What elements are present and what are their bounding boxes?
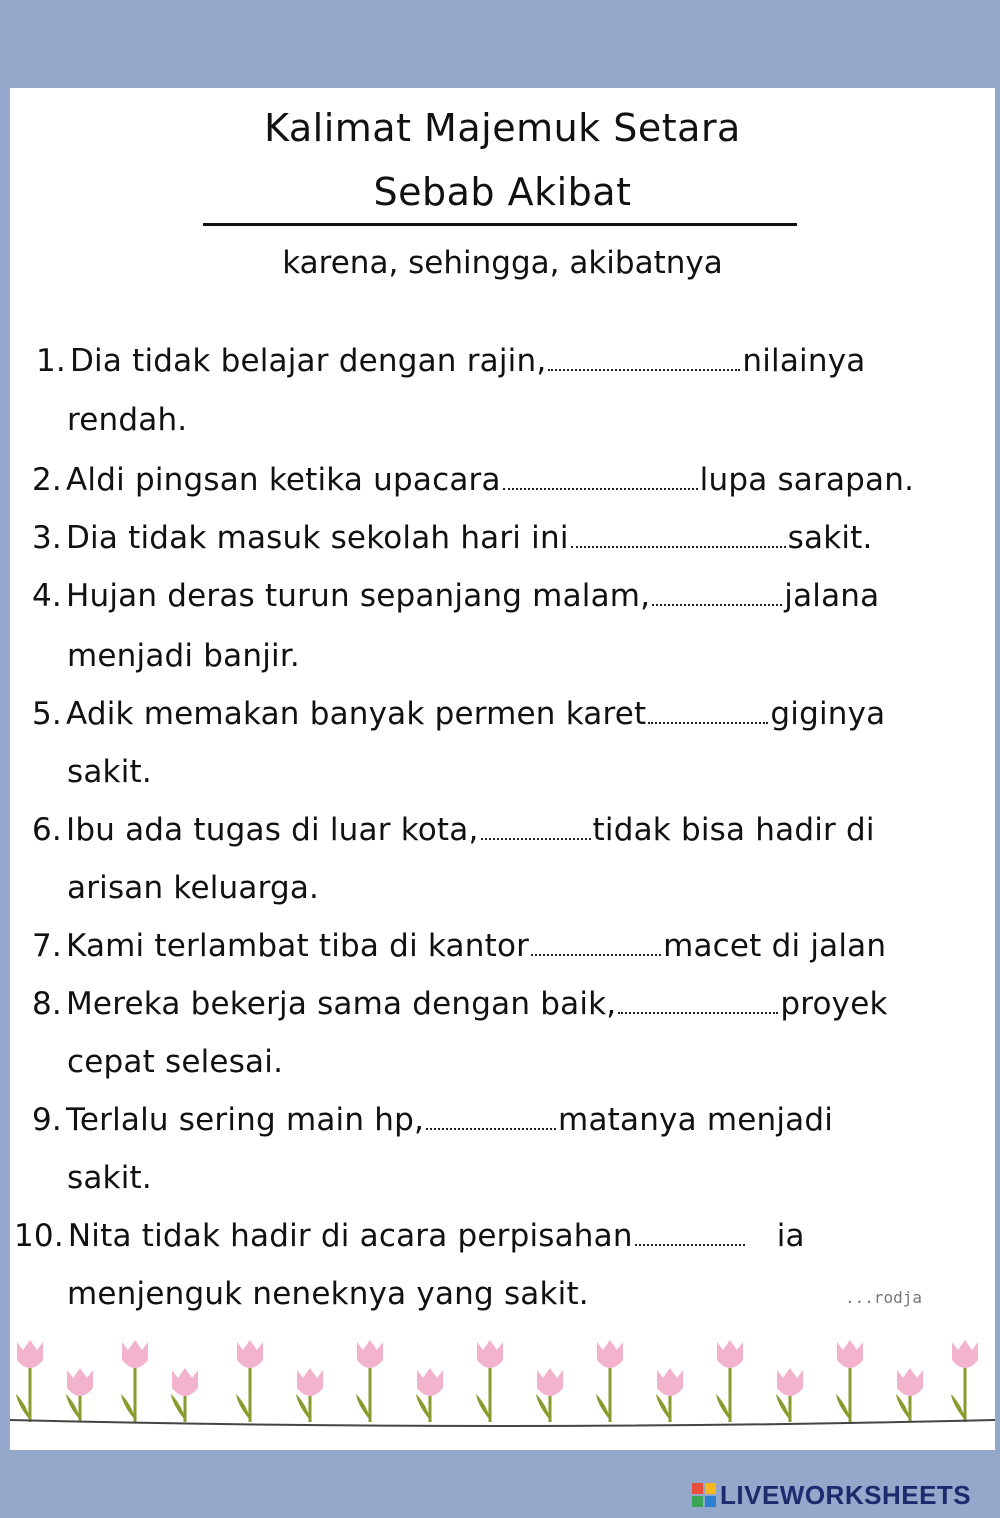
question-text-before: Dia tidak masuk sekolah hari ini <box>65 520 569 556</box>
question-text-after: tidak bisa hadir di <box>592 812 875 848</box>
question-number: 2. <box>32 462 62 498</box>
question-5-continuation: sakit. <box>67 754 152 790</box>
question-text-after: ia <box>776 1218 805 1254</box>
tulip-leaf <box>16 1394 30 1420</box>
liveworksheets-logo-icon <box>692 1483 716 1507</box>
worksheet-title: Kalimat Majemuk Setara <box>264 106 741 150</box>
tulip-leaf <box>356 1394 370 1420</box>
question-text-before: Aldi pingsan ketika upacara <box>65 462 501 498</box>
question-text-before: Dia tidak belajar dengan rajin, <box>69 343 547 379</box>
question-number: 8. <box>32 986 62 1022</box>
question-text-before: Ibu ada tugas di luar kota, <box>65 812 479 848</box>
question-text-after: nilainya <box>742 343 866 379</box>
worksheet-page <box>10 88 995 1450</box>
tulip-leaf <box>296 1394 310 1420</box>
tulip-flower <box>477 1340 503 1368</box>
question-text-before: Mereka bekerja sama dengan baik, <box>65 986 617 1022</box>
tulip-flower <box>717 1340 743 1368</box>
question-text-before: Adik memakan banyak permen karet <box>65 696 647 732</box>
answer-blank[interactable] <box>652 598 782 606</box>
question-2 <box>32 462 914 498</box>
tulip-flower <box>122 1340 148 1368</box>
tulip-leaf <box>171 1394 185 1420</box>
question-10-continuation: menjenguk neneknya yang sakit. <box>67 1276 589 1312</box>
logo-text: LIVEWORKSHEETS <box>720 1479 972 1510</box>
question-number: 7. <box>32 928 62 964</box>
conjunction-list: karena, sehingga, akibatnya <box>282 245 723 281</box>
tulip-flower <box>897 1368 923 1396</box>
question-number: 9. <box>32 1102 62 1138</box>
question-8 <box>32 986 888 1022</box>
answer-blank[interactable] <box>503 482 698 490</box>
question-text-after: sakit. <box>787 520 873 556</box>
question-4 <box>32 578 879 614</box>
answer-blank[interactable] <box>426 1122 556 1130</box>
tulip-flower <box>657 1368 683 1396</box>
tulip-leaf <box>716 1394 730 1420</box>
liveworksheets-logo[interactable] <box>692 1478 971 1512</box>
question-number: 4. <box>32 578 62 614</box>
tulip-flower <box>952 1340 978 1368</box>
question-text-after: lupa sarapan. <box>699 462 915 498</box>
tulip-leaf <box>836 1394 850 1420</box>
question-text-before: Kami terlambat tiba di kantor <box>65 928 530 964</box>
answer-blank[interactable] <box>571 540 786 548</box>
title-divider <box>203 223 797 226</box>
tulip-leaf <box>416 1394 430 1420</box>
question-number: 5. <box>32 696 62 732</box>
author-credit: ...rodja <box>845 1288 923 1307</box>
question-8-continuation: cepat selesai. <box>67 1044 284 1080</box>
tulip-leaf <box>596 1394 610 1420</box>
question-text-after: jalana <box>784 578 880 614</box>
question-1-continuation: rendah. <box>67 402 188 438</box>
question-number: 10. <box>14 1218 64 1254</box>
answer-blank[interactable] <box>548 363 740 371</box>
tulip-leaf <box>476 1394 490 1420</box>
tulip-leaf <box>121 1394 135 1420</box>
tulip-flower <box>537 1368 563 1396</box>
tulip-flower <box>777 1368 803 1396</box>
question-1 <box>36 343 865 379</box>
question-text-before: Hujan deras turun sepanjang malam, <box>65 578 651 614</box>
question-6-continuation: arisan keluarga. <box>67 870 320 906</box>
answer-blank[interactable] <box>618 1006 778 1014</box>
tulip-flower <box>172 1368 198 1396</box>
question-7 <box>32 928 886 964</box>
tulip-flower <box>237 1340 263 1368</box>
question-text-after: giginya <box>770 696 886 732</box>
tulip-flower <box>417 1368 443 1396</box>
tulip-flower <box>597 1340 623 1368</box>
tulip-leaf <box>236 1394 250 1420</box>
tulip-flower <box>357 1340 383 1368</box>
answer-blank[interactable] <box>648 716 768 724</box>
question-3 <box>32 520 873 556</box>
question-number: 6. <box>32 812 62 848</box>
question-text-after: matanya menjadi <box>558 1102 834 1138</box>
question-text-after: proyek <box>780 986 888 1022</box>
tulip-flower <box>17 1340 43 1368</box>
question-text-before: Terlalu sering main hp, <box>65 1102 425 1138</box>
answer-blank[interactable] <box>481 832 591 840</box>
question-5 <box>32 696 885 732</box>
tulip-leaf <box>656 1394 670 1420</box>
question-9-continuation: sakit. <box>67 1160 152 1196</box>
answer-blank[interactable] <box>531 948 661 956</box>
answer-blank[interactable] <box>635 1238 745 1246</box>
tulip-leaf <box>951 1394 965 1420</box>
tulip-leaf <box>66 1394 80 1420</box>
question-4-continuation: menjadi banjir. <box>67 638 300 674</box>
tulip-flower <box>297 1368 323 1396</box>
tulip-leaf <box>536 1394 550 1420</box>
question-10 <box>14 1218 805 1254</box>
question-number: 3. <box>32 520 62 556</box>
tulip-leaf <box>776 1394 790 1420</box>
question-text-after: macet di jalan <box>663 928 887 964</box>
tulip-flower <box>837 1340 863 1368</box>
question-9 <box>32 1102 833 1138</box>
question-6 <box>32 812 875 848</box>
question-text-before: Nita tidak hadir di acara perpisahan <box>67 1218 633 1254</box>
worksheet-subtitle: Sebab Akibat <box>373 170 632 214</box>
question-number: 1. <box>36 343 66 379</box>
tulip-leaf <box>896 1394 910 1420</box>
tulip-border-decoration <box>10 1328 995 1450</box>
tulip-flower <box>67 1368 93 1396</box>
